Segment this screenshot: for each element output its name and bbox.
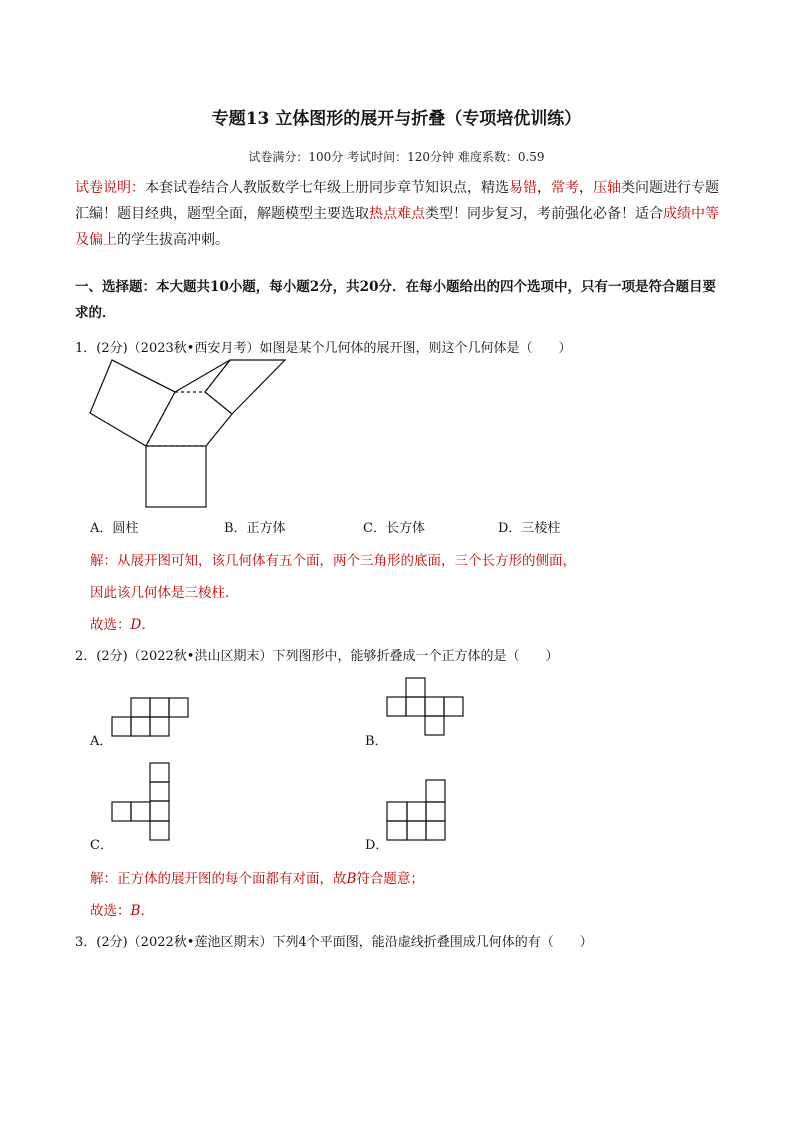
q1-solution-line1: 解：从展开图可知，该几何体有五个面，两个三角形的底面，三个长方形的侧面， xyxy=(90,553,576,569)
question-3-stem: 3．(2分)（2022秋•莲池区期末）下列4个平面图，能沿虚线折叠围成几何体的有（ ） xyxy=(75,935,593,950)
keyword: 常考 xyxy=(551,180,579,196)
q1-option-b[interactable]: B．正方体 xyxy=(224,521,286,536)
intro-paragraph: 试卷说明：本套试卷结合人教版数学七年级上册同步章节知识点，精选易错，常考，压轴类问题进行专题汇编！题目经典，题型全面，解题模型主要选取热点难点类型！同步复习，考前强化必备！适合成绩中等及偏上的学生拔高冲刺。 xyxy=(75,180,719,248)
q1-option-c[interactable]: C．长方体 xyxy=(363,521,425,536)
keyword: 成绩中等及偏上 xyxy=(75,206,719,248)
exam-meta: 试卷满分：100分 考试时间：120分钟 难度系数：0.59 xyxy=(248,150,545,164)
q2-option-a[interactable]: A． xyxy=(90,734,113,749)
q1-option-a[interactable]: A．圆柱 xyxy=(90,521,139,536)
q2-option-b[interactable]: B． xyxy=(365,734,388,749)
q2-net-d xyxy=(387,780,445,840)
q1-answer: 故选：D． xyxy=(90,617,155,633)
keyword: 易错 xyxy=(509,180,537,196)
q2-option-c[interactable]: C． xyxy=(90,838,113,853)
keyword: 热点难点 xyxy=(369,206,425,222)
q1-option-d[interactable]: D．三棱柱 xyxy=(498,521,561,536)
q2-option-d[interactable]: D． xyxy=(365,838,389,853)
question-1-stem: 1．(2分)（2023秋•西安月考）如图是某个几何体的展开图，则这个几何体是（ ） xyxy=(75,341,572,356)
page-title: 专题13 立体图形的展开与折叠（专项培优训练） xyxy=(211,109,582,129)
q2-net-b xyxy=(387,678,463,735)
question-2-stem: 2．(2分)（2022秋•洪山区期末）下列图形中，能够折叠成一个正方体的是（ ） xyxy=(75,649,559,664)
q2-answer: 故选：B． xyxy=(90,903,154,919)
q2-net-c xyxy=(112,763,169,840)
q2-solution: 解：正方体的展开图的每个面都有对面，故B符合题意； xyxy=(90,871,424,887)
intro-label: 试卷说明： xyxy=(75,180,145,196)
section-heading: 一、选择题：本大题共10小题，每小题2分，共20分．在每小题给出的四个选项中，只有一项是符合题目要求的． xyxy=(75,279,716,321)
q1-solution-line2: 因此该几何体是三棱柱． xyxy=(90,585,239,601)
q2-net-a xyxy=(112,698,188,736)
keyword: 压轴 xyxy=(593,180,621,196)
